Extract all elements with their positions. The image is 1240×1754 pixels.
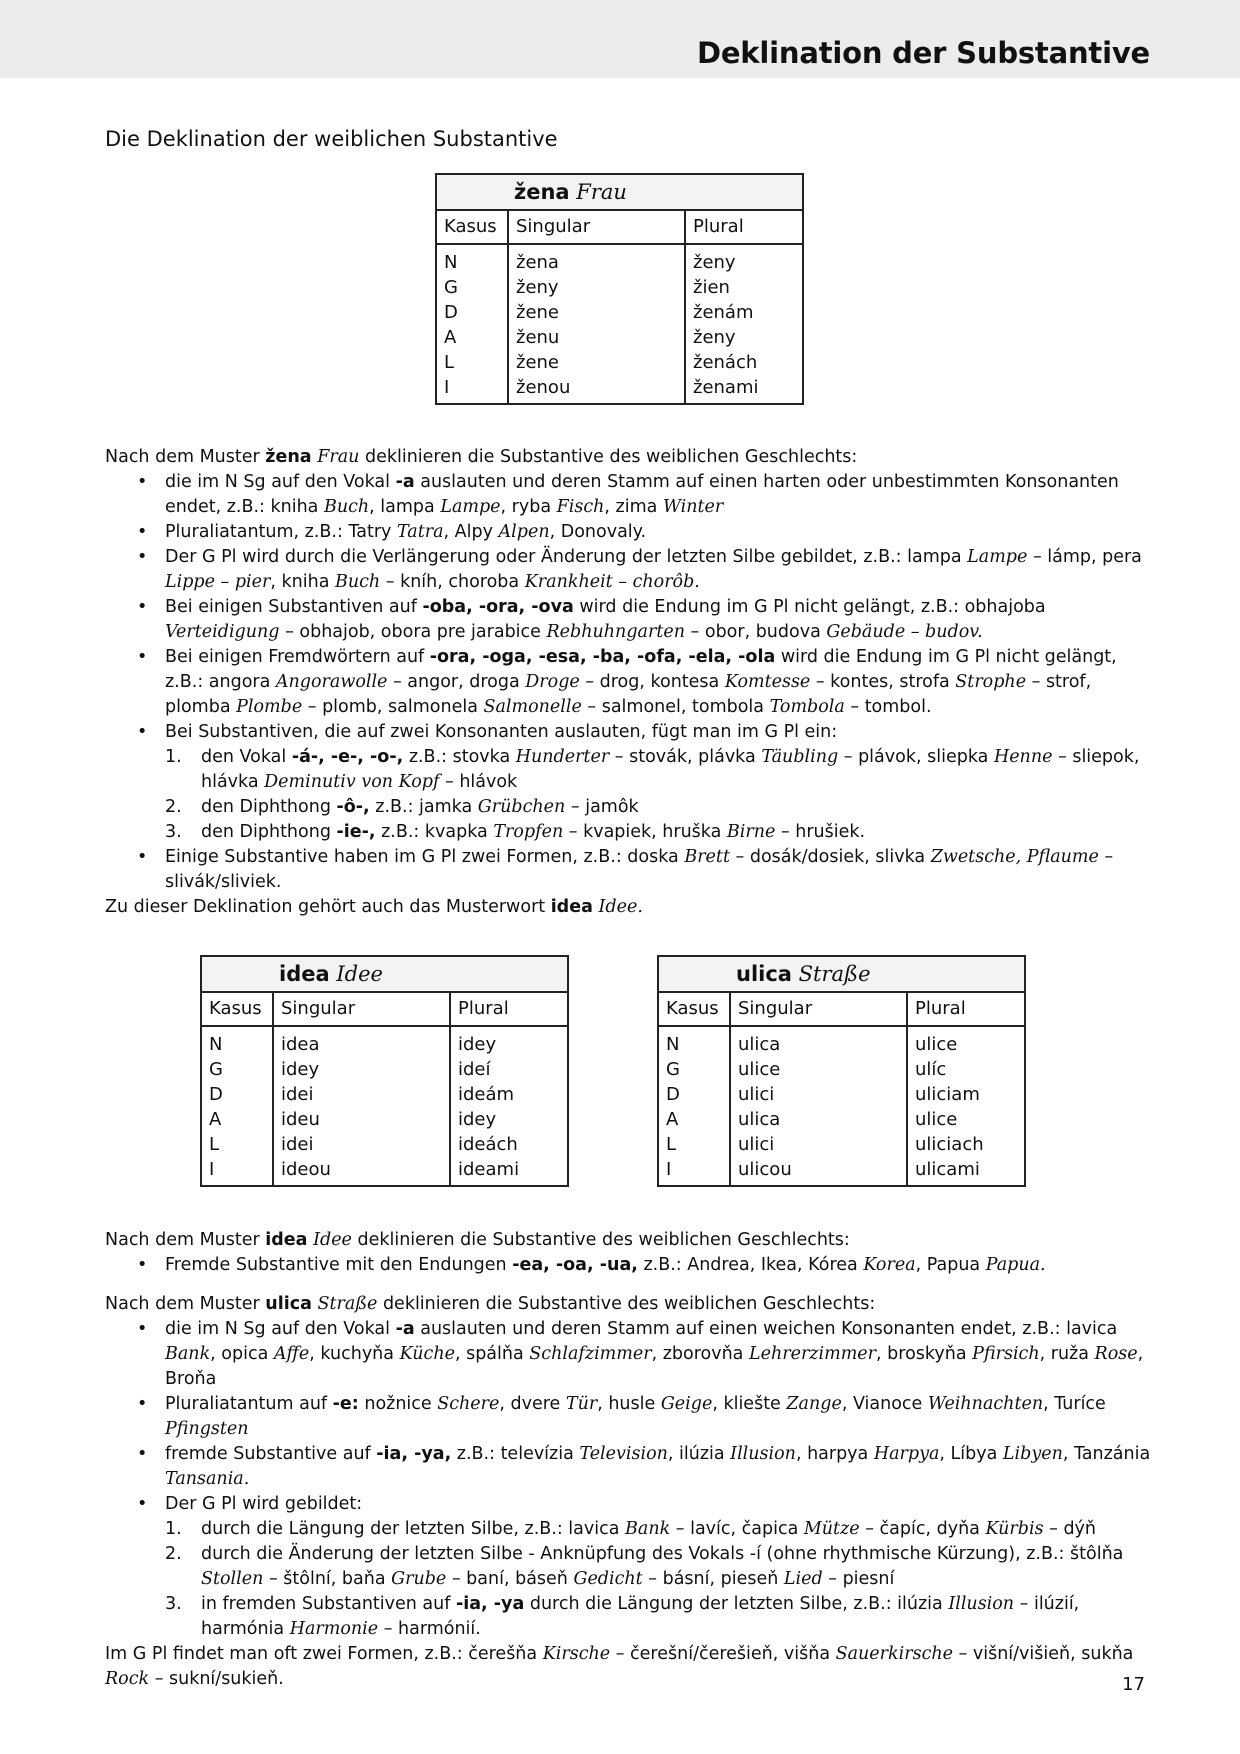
italic-translation: Brett	[684, 847, 730, 867]
table-cell: G	[666, 1059, 680, 1080]
table-cell: ženy	[516, 277, 559, 298]
table-cell: idey	[458, 1109, 497, 1130]
italic-translation: Geige	[660, 1394, 713, 1414]
table-cell: D	[209, 1084, 223, 1105]
bold-term: žena	[265, 447, 312, 467]
list-item: • die im N Sg auf den Vokal -a auslauten und deren Stamm auf einen harten oder unbestimmten Konsonanten endet, z.B.: kniha Buch, lampa Lampe, ryba Fisch, zima Winter	[105, 470, 1155, 520]
table-heading	[659, 957, 1024, 993]
bold-term: -a	[395, 472, 415, 492]
table-cell: ženy	[693, 327, 736, 348]
italic-translation: Television	[579, 1444, 668, 1464]
italic-translation: Schlafzimmer	[529, 1344, 652, 1364]
numbered-item: 1. durch die Längung der letzten Silbe, z.B.: lavica Bank – lavíc, čapica Mütze – čapíc, dyňa Kürbis – dýň	[105, 1517, 1155, 1542]
col-plural-header: Plural	[906, 993, 1024, 1025]
table-cell: idey	[281, 1059, 320, 1080]
list-item: • Bei Substantiven, die auf zwei Konsonanten auslauten, fügt man im G Pl ein:	[105, 720, 1155, 745]
italic-translation: Frau	[317, 447, 360, 467]
table-cell: A	[444, 327, 457, 348]
table-word: žena	[514, 180, 570, 204]
table-cell: N	[209, 1034, 223, 1055]
page-header-title: Deklination der Substantive	[696, 36, 1150, 70]
italic-translation: Lehrerzimmer	[748, 1344, 877, 1364]
col-singular	[729, 1027, 906, 1185]
italic-translation: Sauerkirsche	[835, 1644, 953, 1664]
italic-translation: Tropfen	[493, 822, 564, 842]
italic-translation: Lampe	[967, 547, 1028, 567]
italic-translation: Hunderter	[515, 747, 610, 767]
list-item: • Bei einigen Fremdwörtern auf -ora, -oga, -esa, -ba, -ofa, -ela, -ola wird die Endung im G Pl nicht gelängt, z.B.: angora Angorawolle – angor, droga Droge – drog, kontesa Komtesse – kontes, strofa Strophe – strof, plomba Plombe – plomb, salmonela Salmonelle – salmonel, tombola Tombola – tombol.	[105, 645, 1155, 720]
col-plural-header: Plural	[449, 993, 567, 1025]
italic-translation: Libyen	[1002, 1444, 1063, 1464]
paragraph-intro: Nach dem Muster ulica Straße deklinieren die Substantive des weiblichen Geschlechts:	[105, 1294, 876, 1314]
italic-translation: Plombe	[236, 697, 303, 717]
table-cell: ženy	[693, 252, 736, 273]
italic-translation: Rebhuhngarten	[546, 622, 685, 642]
bold-term: -ia, -ya,	[376, 1444, 452, 1464]
italic-translation: Gebäude – budov.	[826, 622, 983, 642]
numbered-item: 2. den Diphthong -ô-, z.B.: jamka Grübchen – jamôk	[105, 795, 1155, 820]
table-cell: ulica	[738, 1109, 781, 1130]
table-cell: ženami	[693, 377, 759, 398]
numbered-item: 3. den Diphthong -ie-, z.B.: kvapka Tropfen – kvapiek, hruška Birne – hrušiek.	[105, 820, 1155, 845]
text-block-3	[105, 1292, 1155, 1692]
table-cell: D	[444, 302, 458, 323]
table-idea	[200, 955, 569, 1187]
table-translation: Frau	[576, 180, 627, 204]
list-item: • fremde Substantive auf -ia, -ya, z.B.: televízia Television, ilúzia Illusion, harpya Harpya, Líbya Libyen, Tanzánia Tansania.	[105, 1442, 1155, 1492]
table-cell: ženám	[693, 302, 754, 323]
bold-term: -ea, -oa, -ua,	[512, 1255, 638, 1275]
table-cell: L	[209, 1134, 220, 1155]
italic-translation: Strophe	[955, 672, 1027, 692]
italic-translation: Kürbis	[985, 1519, 1044, 1539]
table-ulica	[657, 955, 1026, 1187]
italic-translation: Krankheit – chorôb.	[524, 572, 700, 592]
italic-translation: Tombola	[769, 697, 845, 717]
italic-translation: Verteidigung	[165, 622, 280, 642]
table-cell: ulici	[738, 1084, 775, 1105]
list-item: • Der G Pl wird gebildet:	[105, 1492, 1155, 1517]
bold-term: -oba, -ora, -ova	[422, 597, 574, 617]
table-cell: ulica	[738, 1034, 781, 1055]
italic-translation: Lied	[783, 1569, 823, 1589]
table-cell: žene	[516, 302, 560, 323]
italic-translation: Angorawolle	[275, 672, 388, 692]
text-block-1	[105, 445, 1155, 920]
col-plural	[684, 245, 802, 403]
italic-translation: Henne	[993, 747, 1053, 767]
italic-translation: Lampe	[440, 497, 501, 517]
table-heading	[437, 175, 802, 211]
italic-translation: Pfingsten	[165, 1419, 249, 1439]
italic-translation: Zwetsche, Pflaume	[930, 847, 1099, 867]
table-cell: idei	[281, 1134, 314, 1155]
table-cell: ulice	[738, 1059, 781, 1080]
table-cell: A	[666, 1109, 679, 1130]
italic-translation: Fisch	[556, 497, 605, 517]
italic-translation: Buch	[334, 572, 381, 592]
list-item: • Pluraliatantum auf -e: nožnice Schere, dvere Tür, husle Geige, kliešte Zange, Vianoce Weihnachten, Turíce Pfingsten	[105, 1392, 1155, 1442]
table-word: idea	[279, 962, 330, 986]
paragraph-intro: Nach dem Muster žena Frau deklinieren die Substantive des weiblichen Geschlechts:	[105, 447, 858, 467]
italic-translation: Alpen	[498, 522, 550, 542]
table-cell: I	[666, 1159, 672, 1180]
table-cell: ideách	[458, 1134, 518, 1155]
italic-translation: Mütze	[803, 1519, 860, 1539]
list-item: • Pluraliatantum, z.B.: Tatry Tatra, Alpy Alpen, Donovaly.	[105, 520, 1155, 545]
bold-term: -ia, -ya	[455, 1594, 525, 1614]
table-cell: uliciach	[915, 1134, 984, 1155]
italic-translation: Harmonie	[289, 1619, 379, 1639]
table-cell: ideu	[281, 1109, 320, 1130]
col-singular	[507, 245, 684, 403]
table-cell: ulicou	[738, 1159, 792, 1180]
col-singular	[272, 1027, 449, 1185]
italic-translation: Pfirsich	[972, 1344, 1040, 1364]
table-cell: A	[209, 1109, 222, 1130]
bold-term: idea	[550, 897, 593, 917]
italic-translation: Idee	[313, 1230, 352, 1250]
table-cell: idea	[281, 1034, 320, 1055]
italic-translation: Droge	[525, 672, 580, 692]
col-case-header: Kasus	[666, 998, 719, 1019]
table-cell: idey	[458, 1034, 497, 1055]
italic-translation: Kirsche	[542, 1644, 611, 1664]
table-translation: Straße	[798, 962, 871, 986]
numbered-item: 2. durch die Änderung der letzten Silbe - Anknüpfung des Vokals -í (ohne rhythmische Kürzung), z.B.: štôlňa Stollen – štôlní, baňa Grube – baní, báseň Gedicht – básní, pieseň Lied – piesní	[105, 1542, 1155, 1592]
page-number: 17	[1122, 1674, 1145, 1695]
table-cell: N	[666, 1034, 680, 1055]
italic-translation: Weihnachten	[927, 1394, 1044, 1414]
italic-translation: Birne	[726, 822, 776, 842]
italic-translation: Grube	[391, 1569, 447, 1589]
italic-translation: Küche	[399, 1344, 455, 1364]
italic-translation: Papua.	[985, 1255, 1046, 1275]
table-zena	[435, 173, 804, 405]
list-item: • Bei einigen Substantiven auf -oba, -ora, -ova wird die Endung im G Pl nicht gelängt, z.B.: obhajoba Verteidigung – obhajob, obora pre jarabice Rebhuhngarten – obor, budova Gebäude – budov.	[105, 595, 1155, 645]
italic-translation: Winter	[662, 497, 724, 517]
bold-term: -ie-,	[336, 822, 376, 842]
italic-translation: Bank	[165, 1344, 211, 1364]
table-cell: ideí	[458, 1059, 491, 1080]
table-cell: ulice	[915, 1109, 958, 1130]
italic-translation: Affe	[273, 1344, 310, 1364]
italic-translation: Straße	[317, 1294, 378, 1314]
table-cell: ideám	[458, 1084, 515, 1105]
italic-translation: Buch	[323, 497, 370, 517]
section-title: Die Deklination der weiblichen Substantive	[105, 127, 558, 151]
italic-translation: Harpya	[873, 1444, 940, 1464]
col-case-header: Kasus	[209, 998, 262, 1019]
col-singular-header: Singular	[272, 993, 449, 1025]
table-translation: Idee	[336, 962, 383, 986]
list-item: • Der G Pl wird durch die Verlängerung oder Änderung der letzten Silbe gebildet, z.B.: lampa Lampe – lámp, pera Lippe – pier, kniha Buch – kníh, choroba Krankheit – chorôb.	[105, 545, 1155, 595]
italic-translation: Salmonelle	[483, 697, 582, 717]
italic-translation: Tür	[565, 1394, 598, 1414]
bold-term: -e:	[332, 1394, 359, 1414]
table-cell: ideou	[281, 1159, 331, 1180]
col-plural-header: Plural	[684, 211, 802, 243]
col-singular-header: Singular	[729, 993, 906, 1025]
italic-translation: Illusion	[730, 1444, 796, 1464]
italic-translation: Täubling	[761, 747, 839, 767]
table-cell: ulici	[738, 1134, 775, 1155]
list-item: • die im N Sg auf den Vokal -a auslauten und deren Stamm auf einen weichen Konsonanten endet, z.B.: lavica Bank, opica Affe, kuchyňa Küche, spálňa Schlafzimmer, zborovňa Lehrerzimmer, broskyňa Pfirsich, ruža Rose, Broňa	[105, 1317, 1155, 1392]
italic-translation: Deminutiv von Kopf	[264, 772, 440, 792]
bold-term: -ora, -oga, -esa, -ba, -ofa, -ela, -ola	[429, 647, 776, 667]
table-heading	[202, 957, 567, 993]
table-cell: G	[209, 1059, 223, 1080]
table-cell: I	[444, 377, 450, 398]
italic-translation: Idee.	[598, 897, 643, 917]
bold-term: -a	[395, 1319, 415, 1339]
italic-translation: Illusion	[948, 1594, 1015, 1614]
bold-term: -á-, -e-, -o-,	[291, 747, 404, 767]
table-cell: ulíc	[915, 1059, 947, 1080]
italic-translation: Tansania.	[165, 1469, 250, 1489]
table-cell: uliciam	[915, 1084, 980, 1105]
italic-translation: Schere	[437, 1394, 500, 1414]
col-plural	[906, 1027, 1024, 1185]
numbered-item: 1. den Vokal -á-, -e-, -o-, z.B.: stovka Hunderter – stovák, plávka Täubling – plávok, sliepka Henne – sliepok, hlávka Deminutiv von Kopf – hlávok	[105, 745, 1155, 795]
list-item: • Einige Substantive haben im G Pl zwei Formen, z.B.: doska Brett – dosák/dosiek, slivka Zwetsche, Pflaume – slivák/sliviek.	[105, 845, 1155, 895]
table-cell: žene	[516, 352, 560, 373]
table-cell: ženách	[693, 352, 758, 373]
italic-translation: Komtesse	[724, 672, 811, 692]
paragraph-intro: Nach dem Muster idea Idee deklinieren die Substantive des weiblichen Geschlechts:	[105, 1230, 850, 1250]
italic-translation: Zange	[786, 1394, 842, 1414]
col-cases	[202, 1027, 272, 1185]
table-cell: N	[444, 252, 458, 273]
col-singular-header: Singular	[507, 211, 684, 243]
table-cell: L	[666, 1134, 677, 1155]
col-plural	[449, 1027, 567, 1185]
italic-translation: Bank	[625, 1519, 671, 1539]
italic-translation: Lippe – pier	[165, 572, 271, 592]
table-cell: ženu	[516, 327, 560, 348]
text-block-2	[105, 1228, 1155, 1278]
table-cell: G	[444, 277, 458, 298]
table-cell: ulicami	[915, 1159, 980, 1180]
table-cell: žena	[516, 252, 559, 273]
italic-translation: Korea	[863, 1255, 916, 1275]
list-item: • Fremde Substantive mit den Endungen -ea, -oa, -ua, z.B.: Andrea, Ikea, Kórea Korea, Papua Papua.	[105, 1253, 1155, 1278]
italic-translation: Rock	[105, 1669, 150, 1689]
table-cell: I	[209, 1159, 215, 1180]
col-case-header: Kasus	[444, 216, 497, 237]
bold-term: -ô-,	[336, 797, 370, 817]
paragraph-outro: Im G Pl findet man oft zwei Formen, z.B.: čerešňa Kirsche – čerešní/čerešieň, višňa Sauerkirsche – višní/višieň, sukňa Rock – sukní/sukieň.	[105, 1644, 1134, 1689]
numbered-item: 3. in fremden Substantiven auf -ia, -ya durch die Längung der letzten Silbe, z.B.: ilúzia Illusion – ilúzií, harmónia Harmonie – harmónií.	[105, 1592, 1155, 1642]
table-cell: idei	[281, 1084, 314, 1105]
paragraph-outro: Zu dieser Deklination gehört auch das Musterwort idea Idee.	[105, 897, 643, 917]
table-cell: ulice	[915, 1034, 958, 1055]
table-cell: D	[666, 1084, 680, 1105]
bold-term: ulica	[265, 1294, 312, 1314]
italic-translation: Stollen	[201, 1569, 264, 1589]
table-cell: žien	[693, 277, 730, 298]
table-cell: L	[444, 352, 455, 373]
table-cell: ideami	[458, 1159, 520, 1180]
italic-translation: Grübchen	[477, 797, 566, 817]
italic-translation: Gedicht	[573, 1569, 643, 1589]
table-cell: ženou	[516, 377, 571, 398]
col-cases	[437, 245, 507, 403]
italic-translation: Tatra	[396, 522, 444, 542]
col-cases	[659, 1027, 729, 1185]
table-word: ulica	[736, 962, 792, 986]
italic-translation: Rose	[1094, 1344, 1138, 1364]
bold-term: idea	[265, 1230, 308, 1250]
